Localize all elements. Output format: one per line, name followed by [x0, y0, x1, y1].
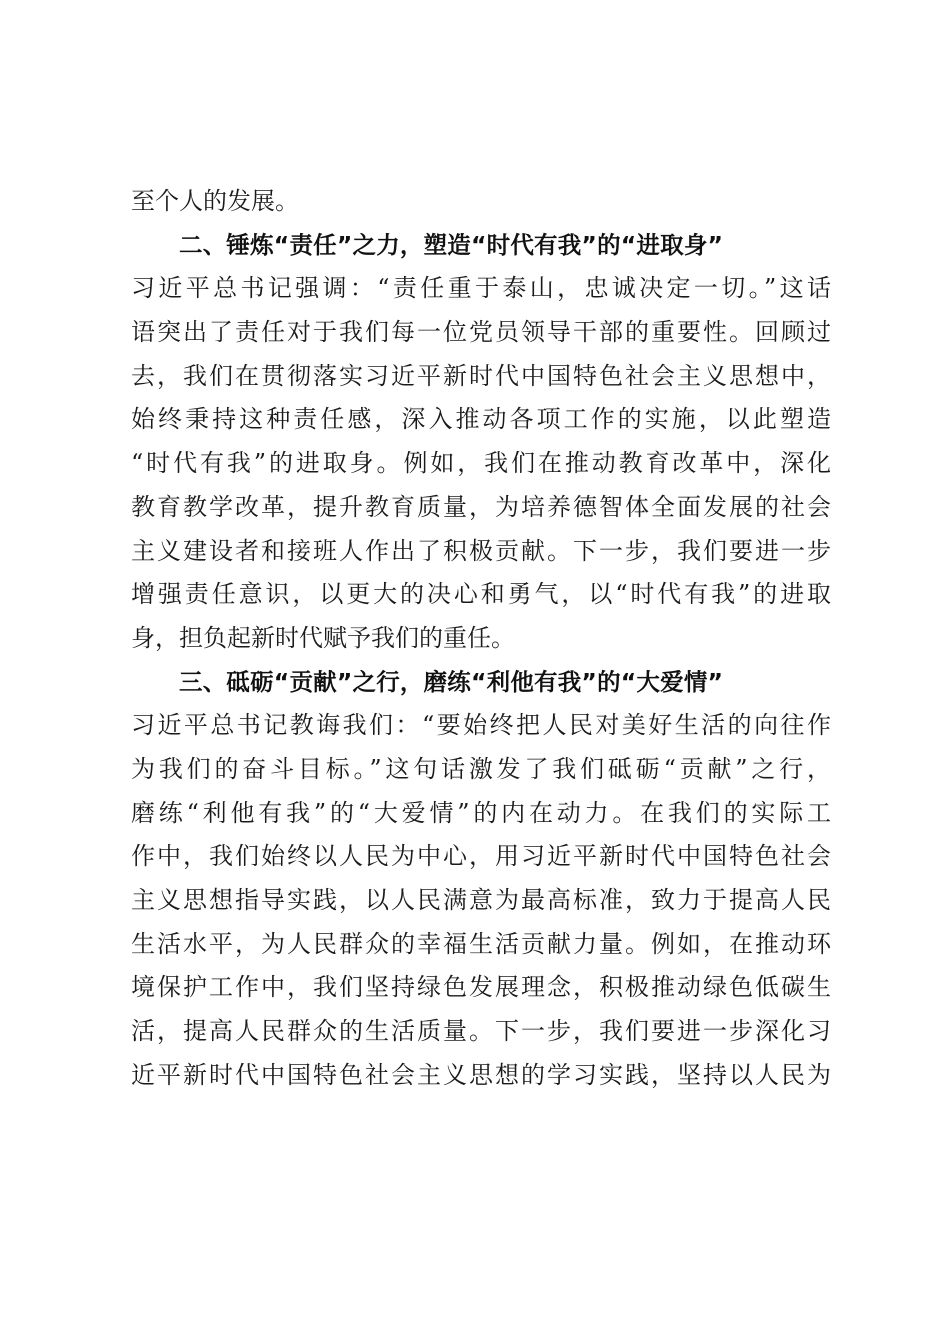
paragraph-line: 近平新时代中国特色社会主义思想的学习实践，坚持以人民为 — [131, 1060, 831, 1089]
paragraph-line: 至个人的发展。 — [131, 187, 299, 215]
section-heading: 二、锤炼“责任”之力，塑造“时代有我”的“进取身” — [179, 230, 724, 259]
paragraph-line: 始终秉持这种责任感，深入推动各项工作的实施，以此塑造 — [131, 405, 831, 434]
paragraph-line: 境保护工作中，我们坚持绿色发展理念，积极推动绿色低碳生 — [131, 973, 831, 1002]
paragraph-line: 增强责任意识，以更大的决心和勇气，以“时代有我”的进取 — [131, 580, 831, 609]
document-body — [131, 180, 831, 1097]
paragraph-line: 身，担负起新时代赋予我们的重任。 — [131, 623, 515, 652]
paragraph-line: 为我们的奋斗目标。”这句话激发了我们砥砺“贡献”之行， — [131, 754, 831, 783]
paragraph-line: 生活水平，为人民群众的幸福生活贡献力量。例如，在推动环 — [131, 929, 831, 958]
paragraph-line: 习近平总书记强调：“责任重于泰山，忠诚决定一切。”这话 — [131, 274, 831, 303]
paragraph-line: 作中，我们始终以人民为中心，用习近平新时代中国特色社会 — [131, 842, 831, 871]
paragraph-line: 去，我们在贯彻落实习近平新时代中国特色社会主义思想中， — [131, 361, 831, 390]
paragraph-line: 习近平总书记教诲我们：“要始终把人民对美好生活的向往作 — [131, 711, 831, 740]
paragraph-line: 磨练“利他有我”的“大爱情”的内在动力。在我们的实际工 — [131, 798, 831, 827]
paragraph-line: “时代有我”的进取身。例如，我们在推动教育改革中，深化 — [131, 449, 831, 478]
section-heading: 三、砥砺“贡献”之行，磨练“利他有我”的“大爱情” — [179, 667, 724, 696]
paragraph-line: 主义建设者和接班人作出了积极贡献。下一步，我们要进一步 — [131, 536, 831, 565]
paragraph-line: 语突出了责任对于我们每一位党员领导干部的重要性。回顾过 — [131, 318, 831, 347]
paragraph-line: 主义思想指导实践，以人民满意为最高标准，致力于提高人民 — [131, 886, 831, 914]
paragraph-line: 活，提高人民群众的生活质量。下一步，我们要进一步深化习 — [131, 1017, 831, 1046]
paragraph-line: 教育教学改革，提升教育质量，为培养德智体全面发展的社会 — [131, 492, 831, 521]
